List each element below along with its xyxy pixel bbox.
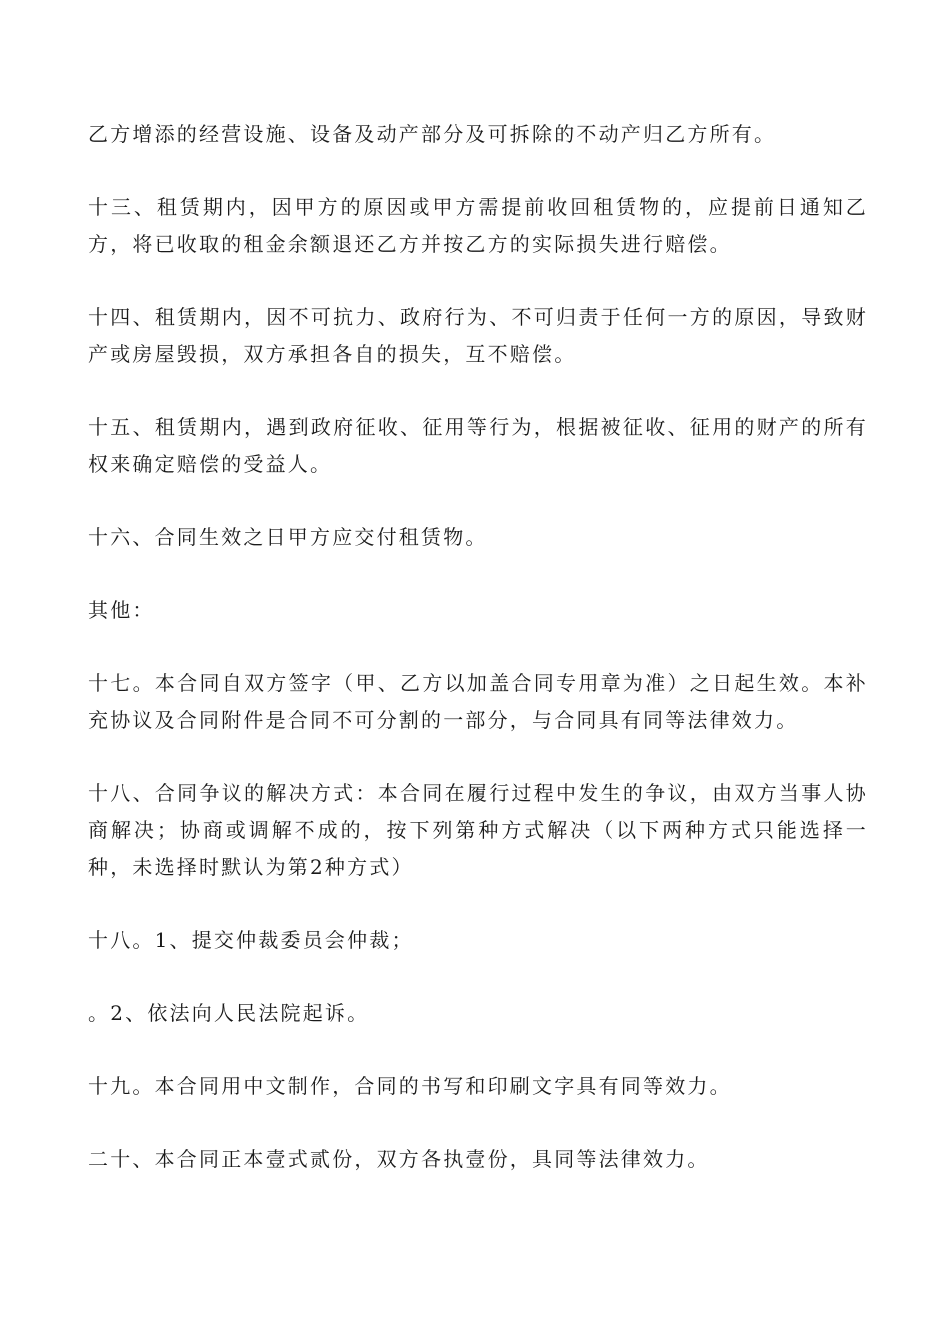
document-body (88, 116, 868, 1178)
paragraph-clause-14: 十四、租赁期内，因不可抗力、政府行为、不可归责于任何一方的原因，导致财产或房屋毁损，双方承担各自的损失，互不赔偿。 (88, 305, 868, 366)
paragraph-clause-18-option-1: 十八。1、提交仲裁委员会仲裁； (88, 928, 414, 952)
paragraph-clause-20: 二十、本合同正本壹式贰份，双方各执壹份，具同等法律效力。 (88, 1147, 710, 1171)
paragraph-clause-18: 十八、合同争议的解决方式：本合同在履行过程中发生的争议，由双方当事人协商解决；协商或调解不成的，按下列第种方式解决（以下两种方式只能选择一种，未选择时默认为第2种方式） (88, 781, 868, 879)
paragraph-clause-16: 十六、合同生效之日甲方应交付租赁物。 (88, 525, 488, 549)
paragraph-clause-13: 十三、租赁期内，因甲方的原因或甲方需提前收回租赁物的，应提前日通知乙方，将已收取的租金余额退还乙方并按乙方的实际损失进行赔偿。 (88, 195, 868, 256)
paragraph-clause-19: 十九。本合同用中文制作，合同的书写和印刷文字具有同等效力。 (88, 1074, 732, 1098)
paragraph-other-heading: 其他： (88, 598, 155, 622)
paragraph-clause-15: 十五、租赁期内，遇到政府征收、征用等行为，根据被征收、征用的财产的所有权来确定赔偿的受益人。 (88, 415, 868, 476)
paragraph-clause-17: 十七。本合同自双方签字（甲、乙方以加盖合同专用章为准）之日起生效。本补充协议及合同附件是合同不可分割的一部分，与合同具有同等法律效力。 (88, 671, 868, 732)
paragraph-ownership-of-additions: 乙方增添的经营设施、设备及动产部分及可拆除的不动产归乙方所有。 (88, 122, 777, 146)
paragraph-clause-18-option-2: 。2、依法向人民法院起诉。 (88, 1001, 370, 1025)
